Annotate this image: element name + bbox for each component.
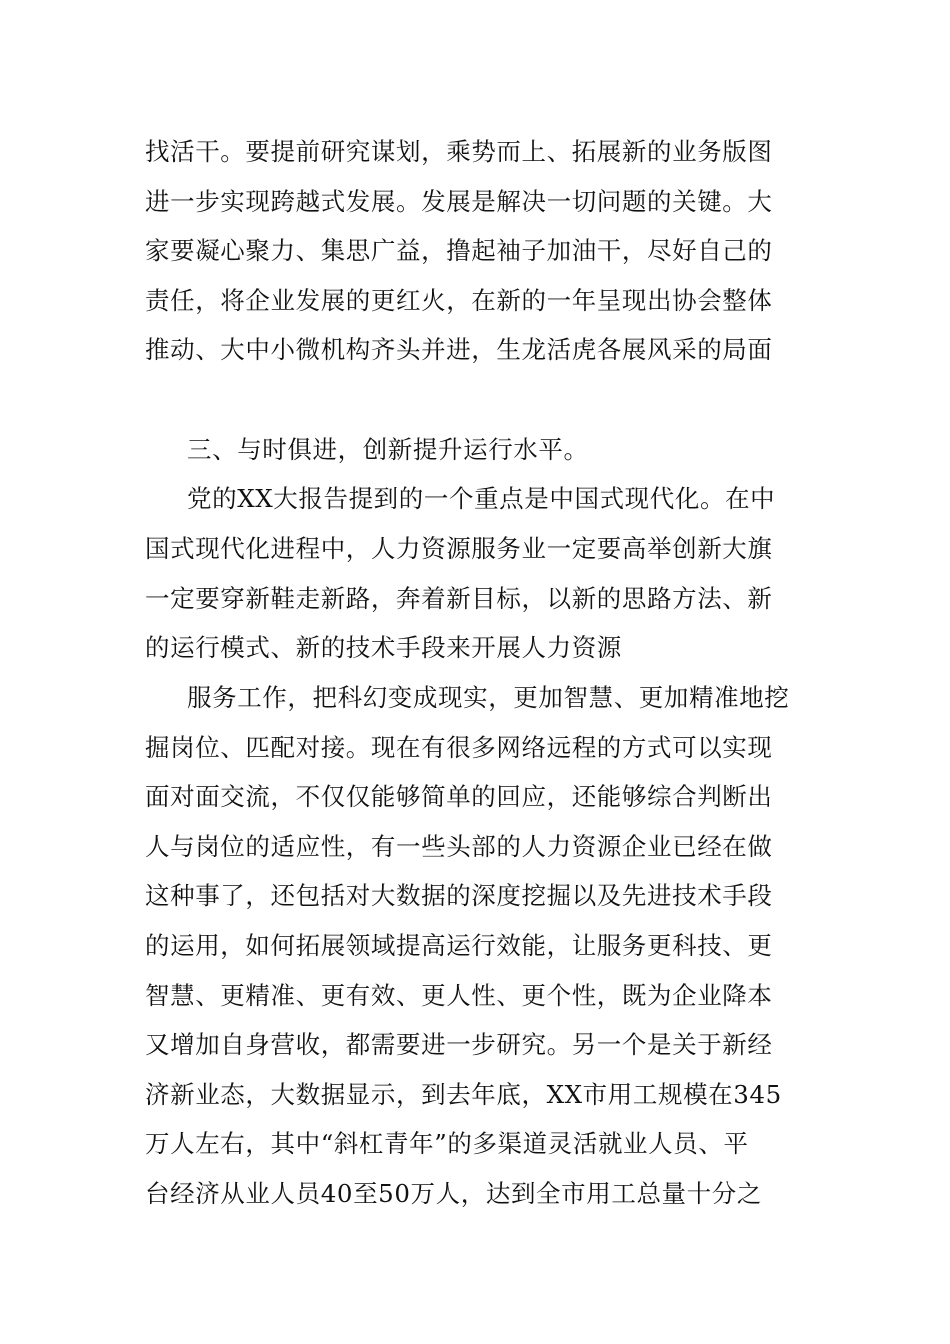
paragraph-3-line-6: 的运用，如何拓展领域提高运行效能，让服务更科技、更 <box>145 931 773 960</box>
paragraph-1-line-5: 推动、大中小微机构齐头并进，生龙活虎各展风采的局面 <box>145 335 773 364</box>
paragraph-3-line-7: 智慧、更精准、更有效、更人性、更个性，既为企业降本 <box>145 981 773 1010</box>
paragraph-3-line-10: 万人左右，其中“斜杠青年”的多渠道灵活就业人员、平 <box>145 1129 749 1158</box>
paragraph-2-line-2: 国式现代化进程中，人力资源服务业一定要高举创新大旗 <box>145 534 773 563</box>
paragraph-2-line-1: 党的XX大报告提到的一个重点是中国式现代化。在中 <box>187 484 776 513</box>
section-heading-3: 三、与时俱进，创新提升运行水平。 <box>187 435 589 464</box>
paragraph-1-line-4: 责任，将企业发展的更红火，在新的一年呈现出协会整体 <box>145 286 773 315</box>
paragraph-2-line-4: 的运行模式、新的技术手段来开展人力资源 <box>145 633 622 662</box>
paragraph-3-line-5: 这种事了，还包括对大数据的深度挖掘以及先进技术手段 <box>145 881 773 910</box>
paragraph-3-line-9: 济新业态，大数据显示，到去年底，XX市用工规模在345 <box>145 1080 782 1109</box>
paragraph-3-line-3: 面对面交流，不仅仅能够简单的回应，还能够综合判断出 <box>145 782 773 811</box>
paragraph-2-line-3: 一定要穿新鞋走新路，奔着新目标，以新的思路方法、新 <box>145 584 773 613</box>
paragraph-3-line-8: 又增加自身营收，都需要进一步研究。另一个是关于新经 <box>145 1030 773 1059</box>
paragraph-1-line-2: 进一步实现跨越式发展。发展是解决一切问题的关键。大 <box>145 187 773 216</box>
paragraph-1-line-3: 家要凝心聚力、集思广益，撸起袖子加油干，尽好自己的 <box>145 236 773 265</box>
paragraph-3-line-1: 服务工作，把科幻变成现实，更加智慧、更加精准地挖 <box>187 683 790 712</box>
paragraph-1-line-1: 找活干。要提前研究谋划，乘势而上、拓展新的业务版图 <box>145 137 773 166</box>
paragraph-3-line-4: 人与岗位的适应性，有一些头部的人力资源企业已经在做 <box>145 832 773 861</box>
paragraph-3-line-2: 掘岗位、匹配对接。现在有很多网络远程的方式可以实现 <box>145 733 773 762</box>
paragraph-3-line-11: 台经济从业人员40至50万人，达到全市用工总量十分之 <box>145 1179 762 1208</box>
